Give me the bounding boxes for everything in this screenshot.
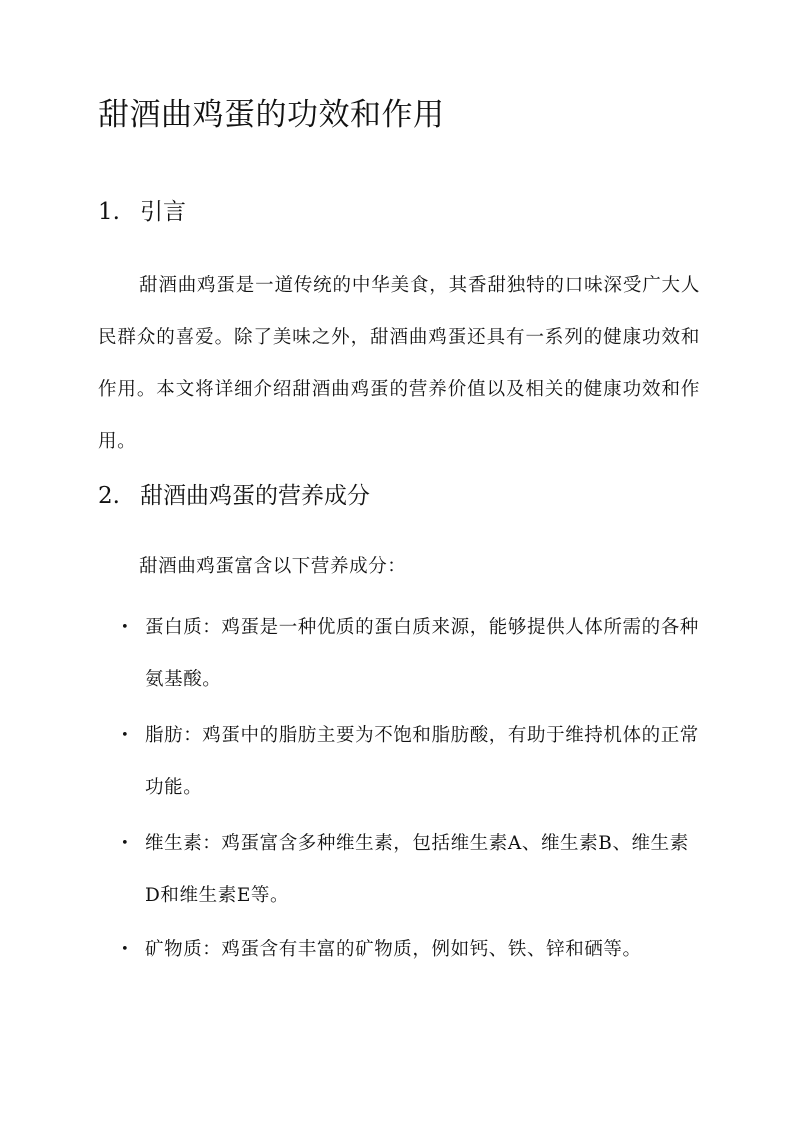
- list-item-text: 蛋白质：鸡蛋是一种优质的蛋白质来源，能够提供人体所需的各种氨基酸。: [145, 617, 699, 690]
- introduction-paragraph: 甜酒曲鸡蛋是一道传统的中华美食，其香甜独特的口味深受广大人民群众的喜爱。除了美味之外，甜酒曲鸡蛋还具有一系列的健康功效和作用。本文将详细介绍甜酒曲鸡蛋的营养价值以及相关的健康功效和作用。: [98, 275, 700, 452]
- list-item: [98, 602, 700, 706]
- bullet-icon: •: [121, 620, 130, 635]
- list-item-text: 矿物质：鸡蛋含有丰富的矿物质，例如钙、铁、锌和硒等。: [145, 939, 642, 960]
- bullet-icon: •: [121, 942, 130, 957]
- section-title: 引言: [140, 199, 186, 225]
- section-number: 1.: [98, 199, 120, 225]
- nutrient-list: [98, 602, 700, 977]
- list-item: [98, 710, 700, 814]
- list-item-text: 维生素：鸡蛋富含多种维生素，包括维生素A、维生素B、维生素D和维生素E等。: [145, 833, 689, 906]
- list-item-text: 脂肪：鸡蛋中的脂肪主要为不饱和脂肪酸，有助于维持机体的正常功能。: [145, 725, 699, 798]
- bullet-icon: •: [121, 836, 130, 851]
- section-heading-nutrition: [98, 480, 370, 512]
- list-item: [98, 818, 700, 922]
- section-heading-introduction: [98, 196, 186, 228]
- section-title: 甜酒曲鸡蛋的营养成分: [140, 483, 370, 509]
- section-number: 2.: [98, 483, 120, 509]
- list-item: [98, 924, 700, 976]
- nutrition-intro-paragraph: 甜酒曲鸡蛋富含以下营养成分：: [139, 556, 407, 577]
- document-title: 甜酒曲鸡蛋的功效和作用: [98, 97, 445, 133]
- bullet-icon: •: [121, 728, 130, 743]
